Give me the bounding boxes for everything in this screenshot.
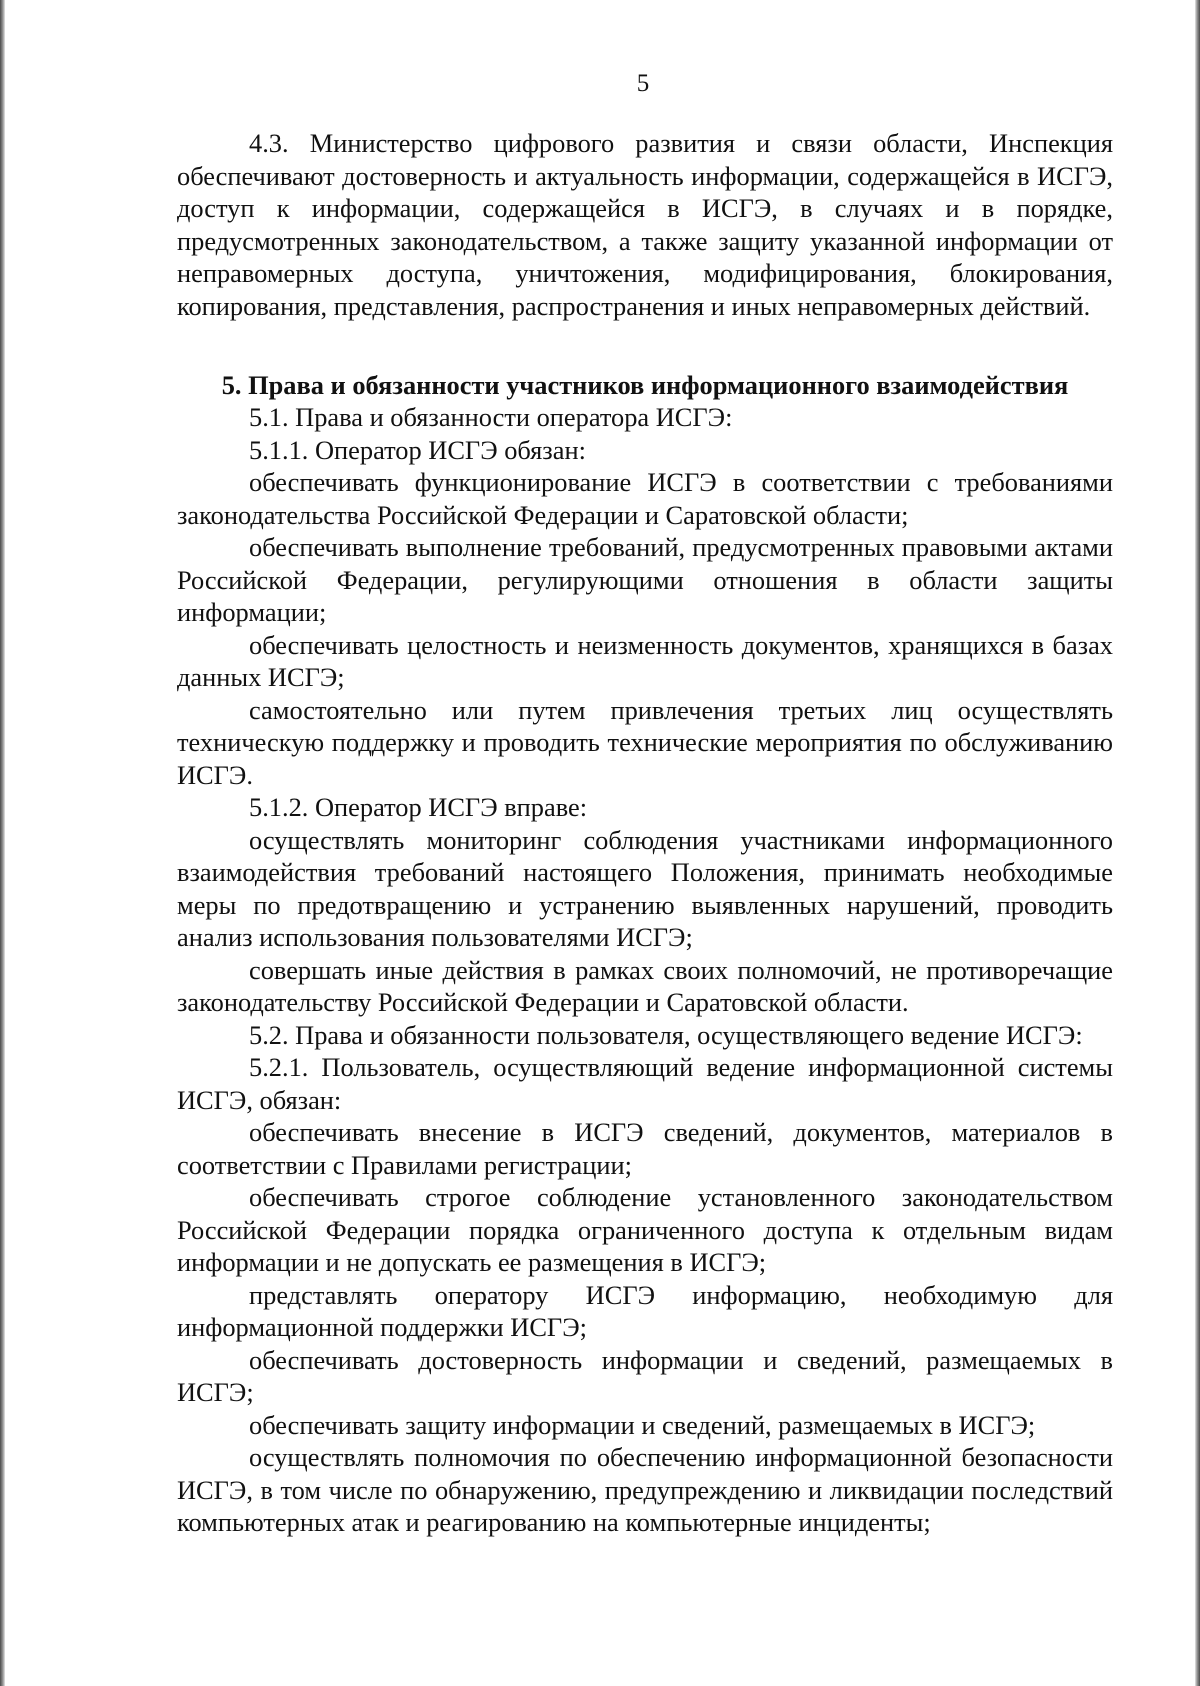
paragraph: обеспечивать функционирование ИСГЭ в соответствии с требованиями законодательства Российской Федерации и Саратовской области; — [177, 467, 1113, 530]
document-body — [177, 127, 1113, 1539]
paragraph: 5.1.1. Оператор ИСГЭ обязан: — [249, 434, 586, 465]
paragraph: осуществлять мониторинг соблюдения участниками информационного взаимодействия требований настоящего Положения, принимать необходимые меры по предотвращению и устранению выявленных нарушений, проводить анализ использования пользователями ИСГЭ; — [177, 824, 1113, 952]
paragraph: 5.2.1. Пользователь, осуществляющий ведение информационной системы ИСГЭ, обязан: — [177, 1052, 1113, 1115]
paragraph: 5.1.2. Оператор ИСГЭ вправе: — [249, 792, 588, 822]
paragraph: самостоятельно или путем привлечения третьих лиц осуществлять техническую поддержку и проводить технические мероприятия по обслуживанию ИСГЭ. — [177, 694, 1113, 790]
page-number: 5 — [636, 70, 650, 97]
paragraph: обеспечивать строгое соблюдение установленного законодательством Российской Федерации порядка ограниченного доступа к отдельным видам информации и не допускать ее размещения в ИСГЭ; — [177, 1182, 1113, 1277]
paragraph: обеспечивать внесение в ИСГЭ сведений, документов, материалов в соответствии с Правилами регистрации; — [177, 1117, 1113, 1180]
paragraph: совершать иные действия в рамках своих полномочий, не противоречащие законодательству Российской Федерации и Саратовской области. — [177, 954, 1113, 1017]
paragraph-spacer — [177, 322, 1113, 355]
scan-edge-right — [1195, 0, 1200, 1686]
paragraph: осуществлять полномочия по обеспечению информационной безопасности ИСГЭ, в том числе по обнаружению, предупреждению и ликвидации последствий компьютерных атак и реагированию на компьютерные инциденты; — [177, 1442, 1113, 1537]
paragraph: обеспечивать выполнение требований, предусмотренных правовыми актами Российской Федерации, регулирующими отношения в области защиты информации; — [177, 532, 1113, 627]
paragraph: обеспечивать достоверность информации и сведений, размещаемых в ИСГЭ; — [177, 1344, 1113, 1407]
section-heading: 5. Права и обязанности участников информационного взаимодействия — [221, 369, 1069, 400]
paragraph: обеспечивать защиту информации и сведений, размещаемых в ИСГЭ; — [249, 1409, 1036, 1440]
paragraph: 5.1. Права и обязанности оператора ИСГЭ: — [249, 402, 733, 432]
scan-edge-left — [0, 0, 5, 1686]
paragraph: представлять оператору ИСГЭ информацию, необходимую для информационной поддержки ИСГЭ; — [177, 1279, 1113, 1342]
paragraph: обеспечивать целостность и неизменность документов, хранящихся в базах данных ИСГЭ; — [177, 629, 1113, 692]
paragraph: 5.2. Права и обязанности пользователя, осуществляющего ведение ИСГЭ: — [249, 1019, 1083, 1050]
paragraph-4-3: 4.3. Министерство цифрового развития и связи области, Инспекция обеспечивают достоверность и актуальность информации, содержащейся в ИСГЭ, доступ к информации, содержащейся в ИСГЭ, в случаях и в порядке, предусмотренных законодательством, а также защиту указанной информации от неправомерных доступа, уничтожения, модифицирования, блокирования, копирования, представления, распространения и иных неправомерных действий. — [177, 128, 1113, 321]
